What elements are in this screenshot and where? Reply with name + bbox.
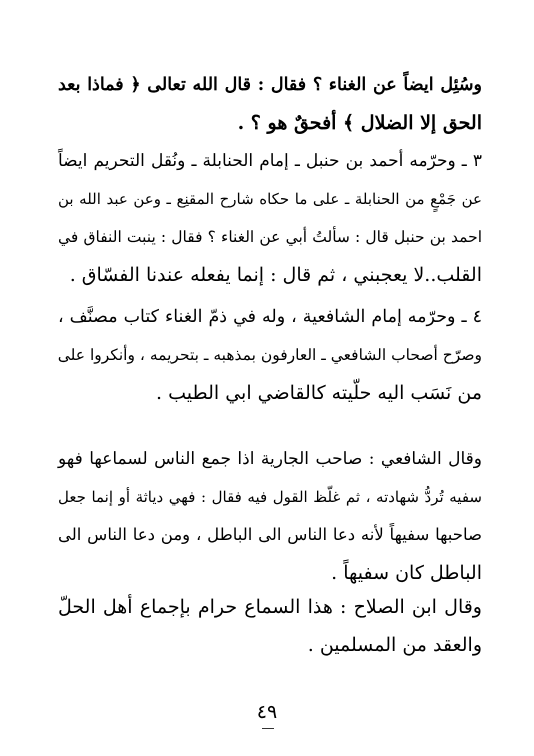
paragraph-line: عن جَمْعٍ من الحنابلة ـ على ما حكاه شارح المقنِع ـ وعن عبد الله بن <box>58 190 482 208</box>
paragraph-1 <box>58 66 482 142</box>
paragraph-2 <box>58 142 482 294</box>
paragraph-line: وصرّح أصحاب الشافعي ـ العارفون بمذهبه ـ بتحريمه ، وأنكروا على <box>57 346 482 364</box>
page-number: ٤٩ <box>256 701 278 723</box>
paragraph-line: احمد بن حنبل قال : سألتُ أبي عن الغناء ؟ فقال : ينبت النفاق في <box>58 228 482 246</box>
paragraph-line: وسُئِل ايضاً عن الغناء ؟ فقال : قال الله تعالى ﴿ فماذا بعد <box>58 75 482 95</box>
paragraph-line: الحق إلا الضلال ﴾ أفحقٌ هو ؟ . <box>237 112 482 134</box>
page-number-rule <box>262 728 274 729</box>
paragraph-line: ٤ ـ وحرّمه إمام الشافعية ، وله في ذمّ الغناء كتاب مصنَّف ، <box>58 307 482 327</box>
paragraph-4 <box>58 440 482 592</box>
paragraph-3 <box>58 298 482 412</box>
paragraph-line: وقال ابن الصلاح : هذا السماع حرام بإجماع أهل الحلّ <box>58 596 482 618</box>
paragraph-line: من نَسَب اليه حلّيته كالقاضي ابي الطيب . <box>156 382 482 404</box>
paragraph-line: القلب..لا يعجبني ، ثم قال : إنما يفعله عندنا الفسّاق . <box>69 264 482 286</box>
paragraph-line: ٣ ـ وحرّمه أحمد بن حنبل ـ إمام الحنابلة ـ ونُقل التحريم ايضاً <box>58 151 482 171</box>
paragraph-line: صاحبها سفيهاً لأنه دعا الناس الى الباطل ، ومن دعا الناس الى <box>58 525 482 544</box>
paragraph-line: وقال الشافعي : صاحب الجارية اذا جمع الناس لسماعها فهو <box>58 449 482 469</box>
paragraph-line: والعقد من المسلمين . <box>307 634 482 656</box>
paragraph-line: سفيه تُردُّ شهادته ، ثم غلّظ القول فيه فقال : فهي دياثة أو إنما جعل <box>58 488 482 506</box>
paragraph-5 <box>58 588 482 664</box>
paragraph-line: الباطل كان سفيهاً . <box>331 562 482 584</box>
